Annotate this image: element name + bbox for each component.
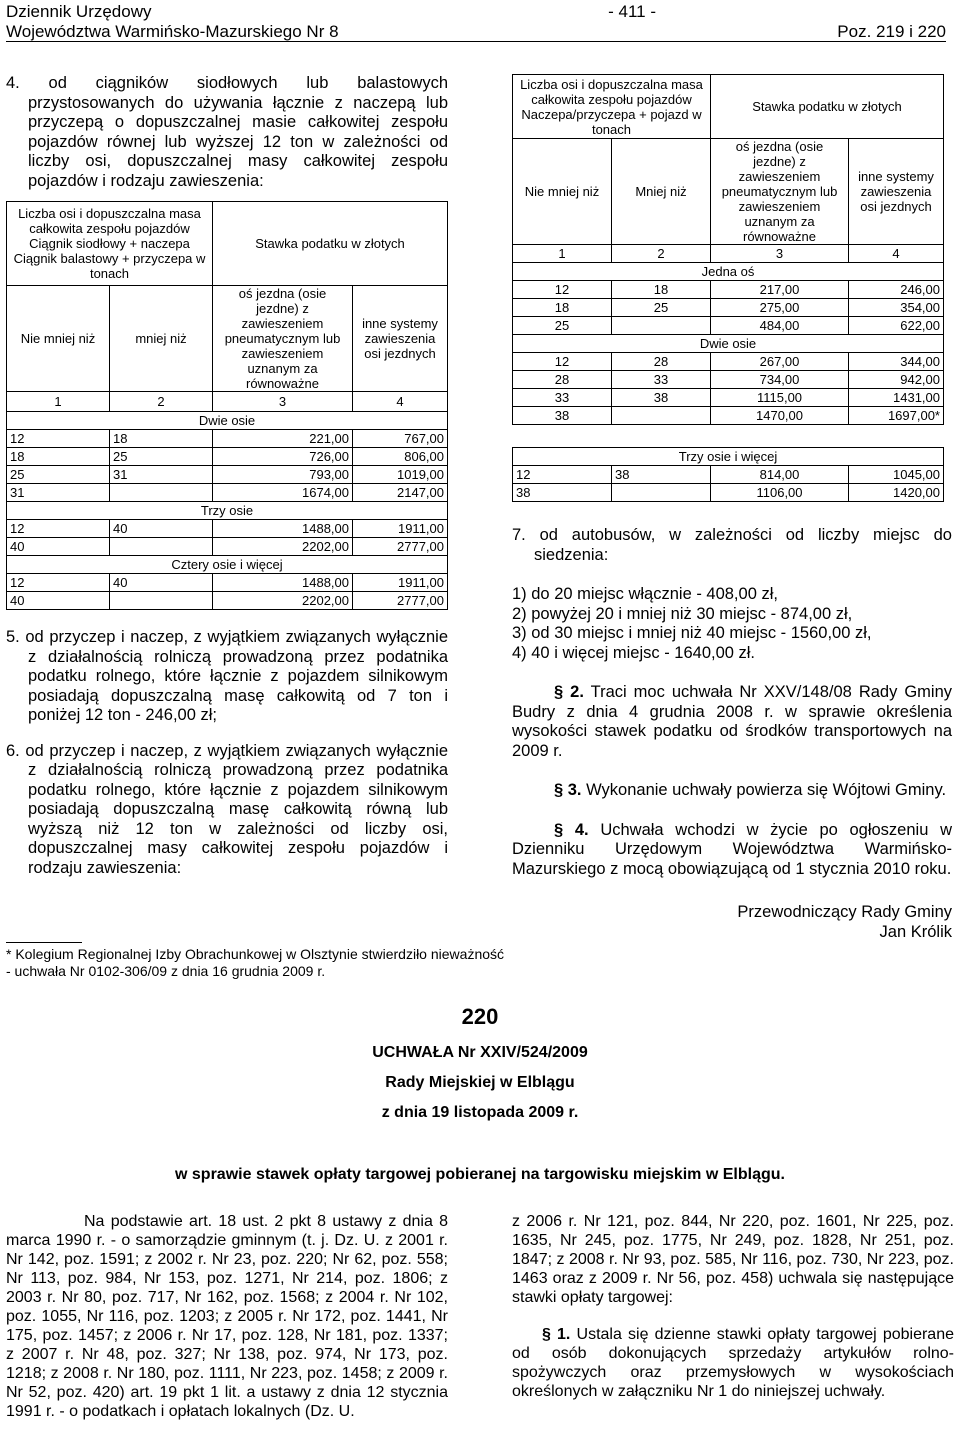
th-rate: Stawka podatku w złotych <box>711 75 944 139</box>
table-row: 12 40 1488,00 1911,00 <box>7 520 448 538</box>
table-row: 25 31 793,00 1019,00 <box>7 466 448 484</box>
act-section-1-text: Ustala się dzienne stawki opłaty targowej pobierane od osób dokonujących sprzedaży artykułów rolno-spożywczych oraz przemysłowych w wysokościach określonych w załączniku Nr 1 do niniejszej uchwały. <box>512 1326 954 1400</box>
th-pneumatic: oś jezdna (osie jezdne) z zawieszeniem pneumatycznym lub zawieszeniem uznanym za równoważne <box>711 139 849 245</box>
table-trailers-three-axes <box>512 447 944 502</box>
list-item: 4) 40 i więcej miejsc - 1640,00 zł. <box>512 643 756 662</box>
table-row: 12 18 217,00 246,00 <box>513 281 944 299</box>
item-5: 5. od przyczep i naczep, z wyjątkiem związanych wyłącznie z działalnością rolniczą prowadzoną przez podatnika podatku rolnego, które łącznie z pojazdem silnikowym posiadają dopuszczalną masę całkowitą od 7 ton i poniżej 12 ton - 246,00 zł; <box>6 628 448 724</box>
signature-name: Jan Królik <box>879 922 952 941</box>
table-row: 12 28 267,00 344,00 <box>513 353 944 371</box>
footnote <box>6 946 606 980</box>
page-header <box>6 2 946 42</box>
th-n1: 1 <box>513 245 612 263</box>
table-tractors <box>6 201 448 610</box>
table-row: 12 18 221,00 767,00 <box>7 430 448 448</box>
group-row: Trzy osie i więcej <box>513 448 944 466</box>
right-column <box>512 74 952 942</box>
th-axes: Liczba osi i dopuszczalna masa całkowita zespołu pojazdów Ciągnik siodłowy + naczepa Ciągnik balastowy + przyczepa w tonach <box>7 202 213 286</box>
table-row: 12 38 814,00 1045,00 <box>513 466 944 484</box>
signature-title: Przewodniczący Rady Gminy <box>737 903 952 921</box>
table-row: 18 25 275,00 354,00 <box>513 299 944 317</box>
th-n3: 3 <box>711 245 849 263</box>
th-other: inne systemy zawieszenia osi jezdnych <box>849 139 944 245</box>
act-section-1-number: § 1. <box>542 1326 571 1343</box>
th-n1: 1 <box>7 392 110 412</box>
act-subject: w sprawie stawek opłaty targowej pobieranej na targowisku miejskim w Elblągu. <box>175 1166 785 1183</box>
table-row: 18 25 726,00 806,00 <box>7 448 448 466</box>
bus-list <box>512 585 952 663</box>
paragraph-2 <box>512 683 952 761</box>
section-4-number: § 4. <box>554 820 589 839</box>
th-n3: 3 <box>213 392 353 412</box>
list-item: 3) od 30 miejsc i mniej niż 40 miejsc - 1560,00 zł, <box>512 624 872 642</box>
act-number: 220 <box>461 1004 499 1029</box>
table-row: 31 1674,00 2147,00 <box>7 484 448 502</box>
th-min: Nie mniej niż <box>513 139 612 245</box>
group-row: Dwie osie <box>513 335 944 353</box>
section-4-text: Uchwała wchodzi w życie po ogłoszeniu w Dzienniku Urzędowym Województwa Warmińsko-Mazurskiego z mocą obowiązującą od 1 stycznia 2010 roku. <box>512 820 952 878</box>
act-council: Rady Miejskiej w Elblągu <box>385 1074 575 1091</box>
table-row: 33 38 1115,00 1431,00 <box>513 389 944 407</box>
header-divider <box>6 41 946 42</box>
act-paragraph-1 <box>512 1325 954 1401</box>
section-3-number: § 3. <box>554 781 582 799</box>
page-number: - 411 - <box>608 2 656 21</box>
table-row: 28 33 734,00 942,00 <box>513 371 944 389</box>
paragraph-4 <box>512 821 952 880</box>
th-max: Mniej niż <box>612 139 711 245</box>
table-trailers <box>512 74 944 425</box>
table-row: 25 484,00 622,00 <box>513 317 944 335</box>
act-date: z dnia 19 listopada 2009 r. <box>381 1104 579 1121</box>
section-2-number: § 2. <box>554 683 584 701</box>
left-column <box>6 74 448 878</box>
act-title: UCHWAŁA Nr XXIV/524/2009 <box>372 1044 588 1061</box>
th-min: Nie mniej niż <box>7 286 110 392</box>
th-other: inne systemy zawieszenia osi jezdnych <box>353 286 448 392</box>
th-rate: Stawka podatku w złotych <box>213 202 448 286</box>
group-row: Jedna oś <box>513 263 944 281</box>
table-row: 12 40 1488,00 1911,00 <box>7 574 448 592</box>
footnote-line-1: * Kolegium Regionalnej Izby Obrachunkowej w Olsztynie stwierdziło nieważność <box>6 946 505 962</box>
item-7: 7. od autobusów, w zależności od liczby miejsc do siedzenia: <box>512 526 952 564</box>
th-n2: 2 <box>612 245 711 263</box>
footnote-line-2: - uchwała Nr 0102-306/09 z dnia 16 grudnia 2009 r. <box>6 963 326 979</box>
th-max: mniej niż <box>110 286 213 392</box>
th-pneumatic: oś jezdna (osie jezdne) z zawieszeniem pneumatycznym lub zawieszeniem uznanym za równoważne <box>213 286 353 392</box>
th-axes: Liczba osi i dopuszczalna masa całkowita zespołu pojazdów Naczepa/przyczepa + pojazd w tonach <box>513 75 711 139</box>
table-row: 38 1470,00 1697,00* <box>513 407 944 425</box>
act-body-right <box>512 1212 954 1401</box>
section-3-text: Wykonanie uchwały powierza się Wójtowi Gminy. <box>586 781 947 799</box>
th-n4: 4 <box>849 245 944 263</box>
footnote-divider <box>6 942 82 943</box>
section-2-text: Traci moc uchwała Nr XXV/148/08 Rady Gminy Budry z dnia 4 grudnia 2008 r. w sprawie określenia wysokości stawek podatku od środków transportowych na 2009 r. <box>512 683 953 760</box>
item-6: 6. od przyczep i naczep, z wyjątkiem związanych wyłącznie z działalnością rolniczą prowadzoną przez podatnika podatku rolnego, które łącznie z pojazdem silnikowym posiadają dopuszczalną masę całkowitą równą lub wyższą niż 12 ton w zależności od liczby osi, dopuszczalnej masy całkowitej zespołu pojazdów i rodzaju zawieszenia: <box>6 741 448 877</box>
voivodeship-title: Województwa Warmińsko-Mazurskiego Nr 8 <box>6 22 339 41</box>
table-row: 38 1106,00 1420,00 <box>513 484 944 502</box>
th-n2: 2 <box>110 392 213 412</box>
table-row: 40 2202,00 2777,00 <box>7 538 448 556</box>
journal-title: Dziennik Urzędowy <box>6 2 152 21</box>
act-body-left <box>6 1212 448 1421</box>
table-row: 40 2202,00 2777,00 <box>7 592 448 610</box>
item-4: 4. od ciągników siodłowych lub balastowych przystosowanych do używania łącznie z naczepą lub przyczepą o dopuszczalnej masie całkowitej zespołu pojazdów równej lub wyższej 12 ton w zależności od liczby osi, dopuszczalnej masy całkowitej zespołu pojazdów i rodzaju zawieszenia: <box>6 74 448 190</box>
group-row: Dwie osie <box>7 412 448 430</box>
act-preamble-continued: z 2006 r. Nr 121, poz. 844, Nr 220, poz. 1601, Nr 225, poz. 1635, Nr 245, poz. 1775, Nr 249, poz. 1828, Nr 251, poz. 1847; z 2008 r. Nr 93, poz. 585, Nr 116, poz. 730, Nr 223, poz. 1463 oraz z 2009 r. Nr 56, poz. 458) uchwala się następujące stawki opłaty targowej: <box>512 1213 954 1306</box>
group-row: Cztery osie i więcej <box>7 556 448 574</box>
list-item: 1) do 20 miejsc włącznie - 408,00 zł, <box>512 585 778 603</box>
group-row: Trzy osie <box>7 502 448 520</box>
th-n4: 4 <box>353 392 448 412</box>
paragraph-3 <box>512 781 952 801</box>
list-item: 2) powyżej 20 i mniej niż 30 miejsc - 874,00 zł, <box>512 604 853 623</box>
positions: Poz. 219 i 220 <box>837 22 946 41</box>
act-preamble: Na podstawie art. 18 ust. 2 pkt 8 ustawy z dnia 8 marca 1990 r. - o samorządzie gminnym (t. j. Dz. U. z 2001 r. Nr 142, poz. 1591; z 2002 r. Nr 23, poz. 220; Nr 62, poz. 558; Nr 113, poz. 984, Nr 153, poz. 1271, Nr 214, poz. 1806; z 2003 r. Nr 80, poz. 717, Nr 162, poz. 1568; z 2004 r. Nr 102, poz. 1055, Nr 116, poz. 1203; z 2005 r. Nr 172, poz. 1441, Nr 175, poz. 1457; z 2006 r. Nr 17, poz. 128, Nr 181, poz. 1337; z 2007 r. Nr 48, poz. 327; Nr 138, poz. 974, Nr 173, poz. 1218; z 2008 r. Nr 180, poz. 1111, Nr 223, poz. 1458; z 2009 r. Nr 52, poz. 420) art. 19 pkt 1 lit. a ustawy z dnia 12 stycznia 1991 r. - o podatkach i opłatach lokalnych (Dz. U. <box>6 1213 448 1420</box>
